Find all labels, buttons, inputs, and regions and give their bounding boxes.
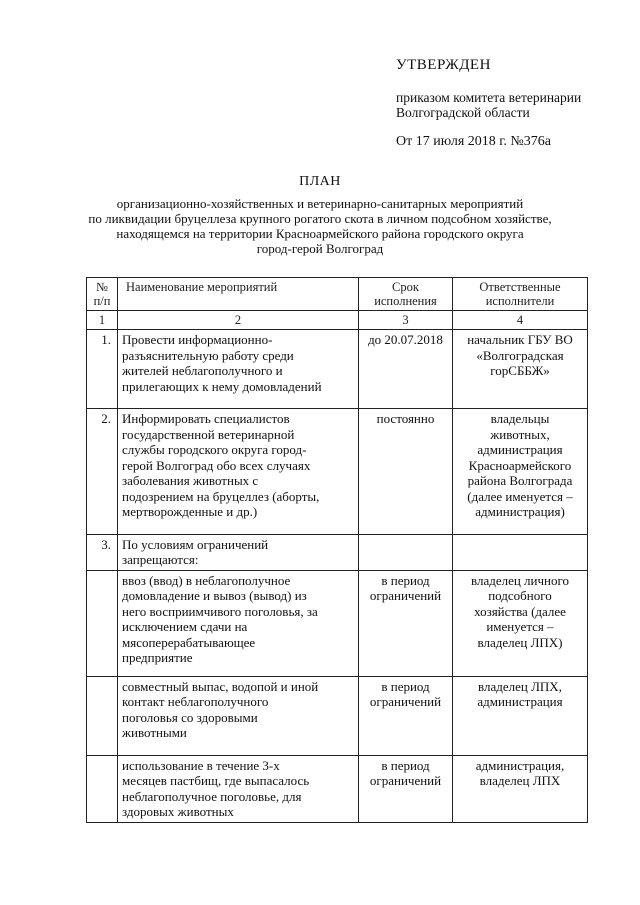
column-number: 2 (118, 311, 359, 330)
row-activity (118, 409, 359, 535)
header-num (87, 278, 118, 311)
table-row (87, 676, 588, 755)
row-responsible (453, 676, 588, 755)
row-activity-line: подозрением на бруцеллез (аборты, (122, 488, 320, 504)
row-activity-line: мертворожденные и др.) (122, 504, 258, 519)
row-responsible-line: именуется – (486, 619, 554, 634)
row-responsible-line: администрация, (475, 757, 565, 773)
header-num-line: № (96, 280, 108, 294)
row-activity (118, 534, 359, 570)
row-number (87, 570, 118, 676)
row-activity-line: запрещаются: (122, 552, 199, 567)
plan-subtitle-line: находящемся на территории Красноармейского района городского округа (116, 226, 524, 241)
header-term-line: Срок (392, 280, 419, 294)
row-responsible-line: владелец личного (470, 572, 570, 588)
row-responsible-line: владелец ЛПХ, (478, 678, 562, 694)
header-resp (453, 278, 588, 311)
column-number: 4 (453, 311, 588, 330)
row-term-line: постоянно (376, 411, 435, 426)
row-responsible-line: начальник ГБУ ВО (467, 332, 573, 347)
row-responsible-line: владельцы (490, 411, 550, 426)
row-activity-line: ввоз (ввод) в неблагополучное (122, 572, 291, 588)
row-responsible-line: (далее именуется – (467, 488, 573, 504)
row-responsible-line: администрация (477, 442, 563, 457)
row-activity-line: прилегающих к нему домовладений (122, 378, 322, 394)
table-row (87, 409, 588, 535)
plan-subtitle-line: по ликвидации бруцеллеза крупного рогатого скота в личном подсобном хозяйстве, (88, 211, 552, 226)
header-resp-line: исполнители (485, 294, 555, 308)
table-row (87, 570, 588, 676)
approval-order-line1: приказом комитета ветеринарии (396, 90, 582, 105)
row-activity-line: здоровых животных (122, 804, 234, 819)
plan-subtitle (60, 196, 580, 256)
row-responsible-line: района Волгограда (467, 473, 573, 488)
row-activity-line: совместный выпас, водопой и иной (122, 678, 319, 694)
row-activity-line: месяцев пастбищ, где выпасалось (122, 773, 310, 788)
row-responsible (453, 570, 588, 676)
row-responsible (453, 755, 588, 822)
row-term-line: ограничений (369, 588, 442, 603)
row-term-line: в период (381, 678, 430, 694)
row-activity-line: По условиям ограничений (122, 536, 269, 552)
header-name: Наименование мероприятий (118, 278, 359, 311)
header-term-line: исполнения (374, 294, 437, 308)
row-activity-line: предприятие (122, 650, 193, 665)
approval-heading: УТВЕРЖДЕН (396, 57, 491, 73)
row-activity (118, 755, 359, 822)
row-responsible-line: горСББЖ» (490, 363, 550, 378)
row-term (359, 330, 453, 409)
plan-title: ПЛАН (299, 174, 341, 189)
row-responsible-line: администрация (477, 694, 563, 709)
row-activity-line: мясоперерабатывающее (122, 634, 256, 650)
table-header-row (87, 278, 588, 311)
row-responsible-line: животных, (490, 426, 550, 442)
row-activity-line: герой Волгоград обо всех случаях (122, 457, 311, 473)
row-activity-line: жителей неблагополучного и (122, 363, 283, 378)
row-term (359, 409, 453, 535)
row-responsible (453, 534, 588, 570)
row-term (359, 534, 453, 570)
row-term-line: ограничений (369, 694, 442, 709)
row-term-line: до 20.07.2018 (368, 332, 443, 347)
plan-subtitle-line: город-герой Волгоград (256, 241, 384, 256)
column-number: 3 (359, 311, 453, 330)
row-term-line: ограничений (369, 773, 442, 788)
approval-order-line2: Волгоградской области (396, 105, 530, 120)
header-resp-line: Ответственные (479, 280, 561, 294)
row-activity-line: разъяснительную работу среди (122, 347, 294, 363)
column-number-row (87, 311, 588, 330)
row-responsible-line: «Волгоградская (476, 347, 564, 363)
row-activity-line: исключением сдачи на (122, 619, 248, 634)
row-responsible (453, 330, 588, 409)
row-responsible (453, 409, 588, 535)
row-activity-line: домовладение и вывоз (вывод) из (122, 588, 307, 603)
row-number: 1. (87, 330, 118, 409)
table-row (87, 534, 588, 570)
row-activity-line: службы городского округа город- (122, 442, 307, 457)
row-activity-line: контакт неблагополучного (122, 694, 269, 709)
header-term (359, 278, 453, 311)
plan-table (86, 277, 588, 823)
column-number: 1 (87, 311, 118, 330)
row-responsible-line: владелец ЛПХ (479, 773, 561, 788)
plan-subtitle-line: организационно-хозяйственных и ветеринарно-санитарных мероприятий (116, 196, 524, 211)
table-row (87, 330, 588, 409)
row-activity-line: государственной ветеринарной (122, 426, 295, 442)
row-term (359, 676, 453, 755)
row-responsible-line: хозяйства (далее (474, 603, 566, 619)
row-activity (118, 330, 359, 409)
row-activity-line: поголовья со здоровыми (122, 709, 258, 725)
row-number: 3. (87, 534, 118, 570)
row-term (359, 570, 453, 676)
row-term-line: в период (381, 757, 430, 773)
row-responsible-line: администрация) (475, 504, 565, 519)
row-activity-line: Провести информационно- (122, 332, 273, 347)
row-number (87, 676, 118, 755)
row-activity-line: Информировать специалистов (122, 411, 290, 426)
row-activity-line: него восприимчивого поголовья, за (122, 603, 318, 619)
row-responsible-line: подсобного (488, 588, 552, 603)
row-term-line: в период (381, 572, 430, 588)
row-activity-line: животными (122, 725, 187, 740)
row-number (87, 755, 118, 822)
row-activity-line: использование в течение 3-х (122, 757, 280, 773)
approval-block (396, 56, 636, 149)
header-num-line: п/п (93, 294, 111, 308)
approval-order-date: От 17 июля 2018 г. №376а (396, 134, 551, 149)
row-responsible-line: Красноармейского (468, 457, 572, 473)
row-activity (118, 570, 359, 676)
row-responsible-line: владелец ЛПХ) (477, 634, 563, 650)
row-term (359, 755, 453, 822)
row-activity-line: неблагополучное поголовье, для (122, 788, 302, 804)
table-row (87, 755, 588, 822)
row-activity-line: заболевания животных с (122, 473, 259, 488)
row-activity (118, 676, 359, 755)
row-number: 2. (87, 409, 118, 535)
